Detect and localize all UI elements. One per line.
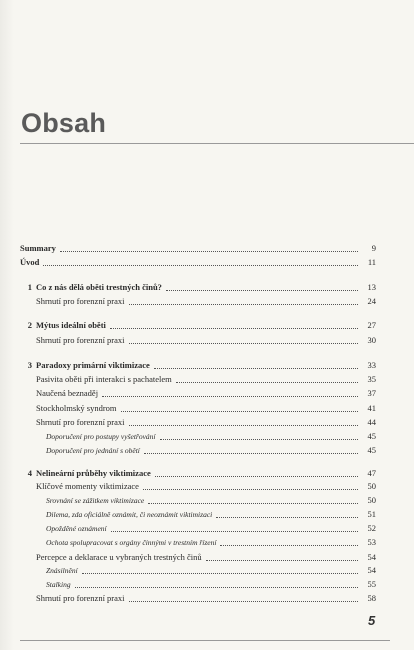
entry-label: Paradoxy primární viktimizace: [36, 360, 150, 370]
page-number: 5: [368, 613, 376, 628]
toc-entry: [46, 563, 376, 576]
toc-entry: [36, 415, 376, 428]
entry-label: Znásilnění: [46, 566, 78, 575]
toc-entry: [46, 443, 376, 456]
toc-entry: [36, 372, 376, 385]
toc-entry: [46, 535, 376, 548]
toc-entry: [20, 241, 376, 254]
entry-label: Úvod: [20, 257, 40, 267]
entry-page: 55: [367, 579, 376, 589]
entry-label: Dilema, zda oficiálně oznámit, či neoznámit viktimizaci: [46, 510, 213, 519]
dot-leader: [216, 516, 358, 518]
toc-entry: [20, 280, 376, 293]
entry-page: 11: [367, 257, 376, 267]
toc-entry: [36, 333, 376, 346]
dot-leader: [206, 559, 358, 561]
entry-page: 45: [367, 431, 376, 441]
entry-page: 24: [367, 296, 376, 306]
dot-leader: [154, 367, 358, 369]
dot-leader: [144, 452, 358, 454]
entry-page: 51: [367, 509, 376, 519]
entry-label: Stockholmský syndrom: [36, 403, 117, 413]
dot-leader: [43, 264, 358, 266]
entry-label: Summary: [20, 243, 56, 253]
chapter-number: 1: [27, 282, 32, 292]
toc-entry: [36, 479, 376, 492]
entry-label: Shrnutí pro forenzní praxi: [36, 335, 125, 345]
dot-leader: [129, 303, 358, 305]
entry-page: 53: [367, 537, 376, 547]
entry-page: 45: [367, 445, 376, 455]
chapter-number: 3: [27, 360, 32, 370]
entry-label: Pasivita oběti při interakci s pachatelem: [36, 374, 172, 384]
toc-entry: [20, 318, 376, 331]
entry-page: 52: [367, 523, 376, 533]
entry-page: 33: [367, 360, 376, 370]
entry-label: Percepce a deklarace u vybraných trestných činů: [36, 552, 202, 562]
entry-page: 44: [367, 417, 376, 427]
dot-leader: [102, 395, 358, 397]
entry-label: Srovnání se zážitkem viktimizace: [46, 496, 145, 505]
toc-entry: [20, 466, 376, 479]
entry-label: Co z nás dělá oběti trestných činů?: [36, 282, 162, 292]
dot-leader: [60, 250, 358, 252]
dot-leader: [148, 502, 358, 504]
toc-entry: [36, 386, 376, 399]
entry-page: 47: [367, 468, 376, 478]
dot-leader: [129, 600, 358, 602]
toc-entry: [20, 358, 376, 371]
entry-page: 27: [367, 320, 376, 330]
dot-leader: [111, 530, 358, 532]
chapter-number: 4: [27, 468, 32, 478]
entry-label: Ochota spolupracovat s orgány činnými v trestním řízení: [46, 538, 217, 547]
entry-label: Stalking: [46, 580, 71, 589]
entry-label: Naučená beznaděj: [36, 388, 99, 398]
toc-entry: [46, 521, 376, 534]
page-title: Obsah: [21, 108, 107, 138]
toc-entry: [46, 493, 376, 506]
dot-leader: [143, 488, 358, 490]
entry-label: Shrnutí pro forenzní praxi: [36, 417, 125, 427]
entry-page: 58: [367, 593, 376, 603]
dot-leader: [129, 342, 358, 344]
entry-page: 13: [367, 282, 376, 292]
entry-page: 41: [367, 403, 376, 413]
entry-page: 54: [367, 552, 376, 562]
entry-label: Nelineární průběhy viktimizace: [36, 468, 151, 478]
footer-rule: [20, 640, 390, 641]
entry-label: Doporučení pro jednání s obětí: [46, 446, 140, 455]
entry-page: 35: [367, 374, 376, 384]
entry-label: Mýtus ideální oběti: [36, 320, 106, 330]
dot-leader: [220, 544, 358, 546]
toc-entry: [36, 294, 376, 307]
dot-leader: [160, 438, 359, 440]
entry-page: 54: [367, 565, 376, 575]
toc-entry: [36, 550, 376, 563]
dot-leader: [75, 586, 358, 588]
chapter-number: 2: [27, 320, 32, 330]
entry-label: Shrnutí pro forenzní praxi: [36, 593, 125, 603]
entry-label: Klíčové momenty viktimizace: [36, 481, 139, 491]
dot-leader: [176, 381, 358, 383]
entry-label: Shrnutí pro forenzní praxi: [36, 296, 125, 306]
entry-page: 9: [371, 243, 376, 253]
entry-label: Doporučení pro postupy vyšetřování: [46, 432, 156, 441]
dot-leader: [166, 289, 358, 291]
dot-leader: [110, 327, 358, 329]
entry-page: 50: [367, 495, 376, 505]
entry-page: 50: [367, 481, 376, 491]
toc-entry: [20, 255, 376, 268]
toc-entry: [46, 429, 376, 442]
dot-leader: [129, 424, 358, 426]
toc-entry: [36, 591, 376, 604]
entry-label: Opožděné oznámení: [46, 524, 107, 533]
toc-entry: [46, 507, 376, 520]
dot-leader: [155, 475, 358, 477]
toc-entry: [46, 577, 376, 590]
entry-page: 30: [367, 335, 376, 345]
dot-leader: [82, 572, 358, 574]
toc-entry: [36, 401, 376, 414]
entry-page: 37: [367, 388, 376, 398]
dot-leader: [121, 410, 358, 412]
